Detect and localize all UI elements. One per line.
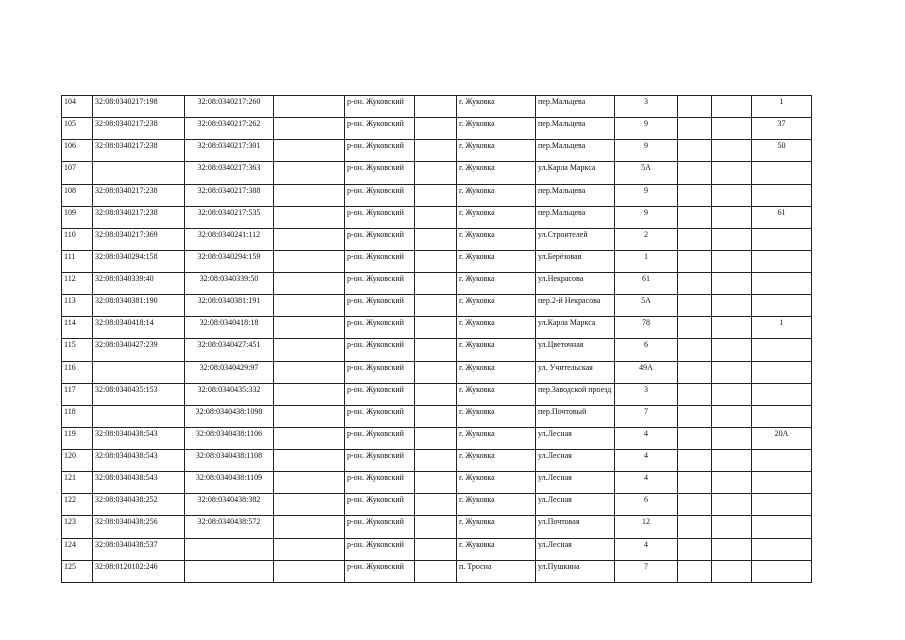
house-number-cell: 78 xyxy=(615,317,678,339)
apartment-number-cell xyxy=(752,361,812,383)
settlement-cell: г. Жуковка xyxy=(457,273,536,295)
blank-column-cell xyxy=(678,450,712,472)
parent-cadastral-number-cell: 32:08:0120102:246 xyxy=(93,560,185,582)
house-number-cell: 49А xyxy=(615,361,678,383)
cadastral-number-cell xyxy=(185,538,274,560)
district-cell: р-он. Жуковский xyxy=(345,317,415,339)
blank-column-cell xyxy=(415,538,457,560)
settlement-cell: г. Жуковка xyxy=(457,184,536,206)
blank-column-cell xyxy=(678,295,712,317)
apartment-number-cell: 20А xyxy=(752,427,812,449)
apartment-number-cell xyxy=(752,516,812,538)
settlement-cell: г. Жуковка xyxy=(457,250,536,272)
settlement-cell: г. Жуковка xyxy=(457,206,536,228)
parent-cadastral-number-cell: 32:08:0340217:369 xyxy=(93,228,185,250)
district-cell: р-он. Жуковский xyxy=(345,560,415,582)
blank-column-cell xyxy=(678,162,712,184)
row-number-cell: 110 xyxy=(62,228,93,250)
street-cell: пер.Мальцева xyxy=(536,206,615,228)
table-row xyxy=(62,383,812,405)
blank-column-cell xyxy=(678,494,712,516)
blank-column-cell xyxy=(274,450,345,472)
row-number-cell: 122 xyxy=(62,494,93,516)
blank-column-cell xyxy=(415,96,457,118)
street-cell: пер.2-й Некрасова xyxy=(536,295,615,317)
table-row xyxy=(62,494,812,516)
district-cell: р-он. Жуковский xyxy=(345,273,415,295)
blank-column-cell xyxy=(712,273,752,295)
cadastral-number-cell: 32:08:0340429:97 xyxy=(185,361,274,383)
row-number-cell: 120 xyxy=(62,450,93,472)
blank-column-cell xyxy=(274,295,345,317)
settlement-cell: г. Жуковка xyxy=(457,162,536,184)
blank-column-cell xyxy=(415,427,457,449)
blank-column-cell xyxy=(415,273,457,295)
cadastral-number-cell: 32:08:0340217:363 xyxy=(185,162,274,184)
row-number-cell: 117 xyxy=(62,383,93,405)
cadastral-number-cell: 32:08:0340339:50 xyxy=(185,273,274,295)
row-number-cell: 119 xyxy=(62,427,93,449)
apartment-number-cell xyxy=(752,184,812,206)
settlement-cell: г. Жуковка xyxy=(457,228,536,250)
house-number-cell: 9 xyxy=(615,140,678,162)
house-number-cell: 9 xyxy=(615,118,678,140)
row-number-cell: 109 xyxy=(62,206,93,228)
blank-column-cell xyxy=(712,494,752,516)
house-number-cell: 5А xyxy=(615,295,678,317)
blank-column-cell xyxy=(712,405,752,427)
street-cell: ул. Учительская xyxy=(536,361,615,383)
street-cell: ул.Лесная xyxy=(536,538,615,560)
blank-column-cell xyxy=(415,361,457,383)
blank-column-cell xyxy=(712,295,752,317)
row-number-cell: 124 xyxy=(62,538,93,560)
apartment-number-cell: 50 xyxy=(752,140,812,162)
street-cell: ул.Лесная xyxy=(536,472,615,494)
blank-column-cell xyxy=(274,118,345,140)
cadastral-number-cell: 32:08:0340217:535 xyxy=(185,206,274,228)
house-number-cell: 9 xyxy=(615,184,678,206)
blank-column-cell xyxy=(274,339,345,361)
street-cell: ул.Цветочная xyxy=(536,339,615,361)
table-row xyxy=(62,250,812,272)
district-cell: р-он. Жуковский xyxy=(345,494,415,516)
blank-column-cell xyxy=(274,184,345,206)
house-number-cell: 4 xyxy=(615,427,678,449)
apartment-number-cell xyxy=(752,560,812,582)
blank-column-cell xyxy=(274,206,345,228)
settlement-cell: г. Жуковка xyxy=(457,96,536,118)
blank-column-cell xyxy=(712,361,752,383)
table-row xyxy=(62,361,812,383)
apartment-number-cell xyxy=(752,228,812,250)
blank-column-cell xyxy=(415,317,457,339)
settlement-cell: г. Жуковка xyxy=(457,516,536,538)
apartment-number-cell xyxy=(752,162,812,184)
row-number-cell: 118 xyxy=(62,405,93,427)
district-cell: р-он. Жуковский xyxy=(345,383,415,405)
apartment-number-cell: 61 xyxy=(752,206,812,228)
table-row xyxy=(62,118,812,140)
table-row xyxy=(62,560,812,582)
district-cell: р-он. Жуковский xyxy=(345,162,415,184)
settlement-cell: г. Жуковка xyxy=(457,118,536,140)
blank-column-cell xyxy=(678,184,712,206)
blank-column-cell xyxy=(274,96,345,118)
cadastral-number-cell: 32:08:0340438:1109 xyxy=(185,472,274,494)
table-row xyxy=(62,184,812,206)
district-cell: р-он. Жуковский xyxy=(345,427,415,449)
parent-cadastral-number-cell xyxy=(93,162,185,184)
district-cell: р-он. Жуковский xyxy=(345,339,415,361)
blank-column-cell xyxy=(415,250,457,272)
blank-column-cell xyxy=(712,472,752,494)
street-cell: ул.Пушкина xyxy=(536,560,615,582)
district-cell: р-он. Жуковский xyxy=(345,405,415,427)
table-body xyxy=(62,96,812,583)
blank-column-cell xyxy=(274,494,345,516)
street-cell: пер.Мальцева xyxy=(536,184,615,206)
district-cell: р-он. Жуковский xyxy=(345,450,415,472)
street-cell: ул.Лесная xyxy=(536,494,615,516)
cadastral-number-cell: 32:08:0340438:572 xyxy=(185,516,274,538)
row-number-cell: 112 xyxy=(62,273,93,295)
parent-cadastral-number-cell: 32:08:0340381:190 xyxy=(93,295,185,317)
settlement-cell: г. Жуковка xyxy=(457,405,536,427)
parent-cadastral-number-cell: 32:08:0340427:239 xyxy=(93,339,185,361)
house-number-cell: 2 xyxy=(615,228,678,250)
house-number-cell: 4 xyxy=(615,450,678,472)
street-cell: ул.Карла Маркса xyxy=(536,162,615,184)
blank-column-cell xyxy=(678,140,712,162)
blank-column-cell xyxy=(678,427,712,449)
street-cell: ул.Строителей xyxy=(536,228,615,250)
apartment-number-cell xyxy=(752,538,812,560)
apartment-number-cell: 1 xyxy=(752,317,812,339)
district-cell: р-он. Жуковский xyxy=(345,516,415,538)
row-number-cell: 106 xyxy=(62,140,93,162)
district-cell: р-он. Жуковский xyxy=(345,206,415,228)
street-cell: пер.Заводской проезд xyxy=(536,383,615,405)
apartment-number-cell xyxy=(752,383,812,405)
blank-column-cell xyxy=(274,140,345,162)
blank-column-cell xyxy=(712,317,752,339)
row-number-cell: 121 xyxy=(62,472,93,494)
blank-column-cell xyxy=(678,118,712,140)
table-row xyxy=(62,317,812,339)
blank-column-cell xyxy=(415,162,457,184)
district-cell: р-он. Жуковский xyxy=(345,228,415,250)
blank-column-cell xyxy=(415,383,457,405)
house-number-cell: 6 xyxy=(615,339,678,361)
row-number-cell: 104 xyxy=(62,96,93,118)
parent-cadastral-number-cell: 32:08:0340438:543 xyxy=(93,450,185,472)
parent-cadastral-number-cell: 32:08:0340438:543 xyxy=(93,427,185,449)
row-number-cell: 108 xyxy=(62,184,93,206)
district-cell: р-он. Жуковский xyxy=(345,472,415,494)
blank-column-cell xyxy=(274,250,345,272)
cadastral-number-cell: 32:08:0340217:260 xyxy=(185,96,274,118)
table-row xyxy=(62,295,812,317)
blank-column-cell xyxy=(274,472,345,494)
row-number-cell: 115 xyxy=(62,339,93,361)
house-number-cell: 3 xyxy=(615,96,678,118)
blank-column-cell xyxy=(274,516,345,538)
settlement-cell: г. Жуковка xyxy=(457,339,536,361)
table-row xyxy=(62,140,812,162)
row-number-cell: 105 xyxy=(62,118,93,140)
cadastral-number-cell: 32:08:0340435:332 xyxy=(185,383,274,405)
settlement-cell: г. Жуковка xyxy=(457,538,536,560)
settlement-cell: г. Жуковка xyxy=(457,295,536,317)
blank-column-cell xyxy=(678,96,712,118)
blank-column-cell xyxy=(415,206,457,228)
cadastral-number-cell: 32:08:0340438:1108 xyxy=(185,450,274,472)
blank-column-cell xyxy=(678,405,712,427)
apartment-number-cell xyxy=(752,472,812,494)
parent-cadastral-number-cell: 32:08:0340217:198 xyxy=(93,96,185,118)
apartment-number-cell xyxy=(752,273,812,295)
blank-column-cell xyxy=(274,162,345,184)
blank-column-cell xyxy=(712,339,752,361)
house-number-cell: 1 xyxy=(615,250,678,272)
parent-cadastral-number-cell: 32:08:0340438:252 xyxy=(93,494,185,516)
house-number-cell: 3 xyxy=(615,383,678,405)
blank-column-cell xyxy=(712,383,752,405)
settlement-cell: г. Жуковка xyxy=(457,427,536,449)
blank-column-cell xyxy=(678,228,712,250)
blank-column-cell xyxy=(678,472,712,494)
table-row xyxy=(62,516,812,538)
blank-column-cell xyxy=(415,228,457,250)
district-cell: р-он. Жуковский xyxy=(345,361,415,383)
house-number-cell: 5А xyxy=(615,162,678,184)
blank-column-cell xyxy=(415,140,457,162)
table-row xyxy=(62,273,812,295)
parent-cadastral-number-cell: 32:08:0340435:153 xyxy=(93,383,185,405)
blank-column-cell xyxy=(712,162,752,184)
street-cell: пер.Мальцева xyxy=(536,96,615,118)
blank-column-cell xyxy=(712,228,752,250)
table-row xyxy=(62,96,812,118)
cadastral-number-cell xyxy=(185,560,274,582)
parent-cadastral-number-cell: 32:08:0340418:14 xyxy=(93,317,185,339)
house-number-cell: 9 xyxy=(615,206,678,228)
street-cell: ул.Почтовая xyxy=(536,516,615,538)
blank-column-cell xyxy=(712,538,752,560)
house-number-cell: 12 xyxy=(615,516,678,538)
cadastral-number-cell: 32:08:0340427:451 xyxy=(185,339,274,361)
row-number-cell: 116 xyxy=(62,361,93,383)
parent-cadastral-number-cell: 32:08:0340438:543 xyxy=(93,472,185,494)
settlement-cell: г. Жуковка xyxy=(457,140,536,162)
blank-column-cell xyxy=(415,450,457,472)
blank-column-cell xyxy=(712,560,752,582)
parent-cadastral-number-cell: 32:08:0340438:537 xyxy=(93,538,185,560)
blank-column-cell xyxy=(274,538,345,560)
blank-column-cell xyxy=(415,516,457,538)
house-number-cell: 4 xyxy=(615,472,678,494)
street-cell: ул.Берёзовая xyxy=(536,250,615,272)
cadastral-number-cell: 32:08:0340438:382 xyxy=(185,494,274,516)
blank-column-cell xyxy=(274,383,345,405)
cadastral-number-cell: 32:08:0340241:112 xyxy=(185,228,274,250)
blank-column-cell xyxy=(678,317,712,339)
street-cell: ул.Лесная xyxy=(536,450,615,472)
cadastral-number-cell: 32:08:0340217:301 xyxy=(185,140,274,162)
house-number-cell: 61 xyxy=(615,273,678,295)
blank-column-cell xyxy=(678,250,712,272)
street-cell: пер.Мальцева xyxy=(536,118,615,140)
blank-column-cell xyxy=(415,295,457,317)
settlement-cell: г. Жуковка xyxy=(457,494,536,516)
blank-column-cell xyxy=(415,184,457,206)
table-row xyxy=(62,228,812,250)
blank-column-cell xyxy=(678,339,712,361)
district-cell: р-он. Жуковский xyxy=(345,295,415,317)
row-number-cell: 111 xyxy=(62,250,93,272)
blank-column-cell xyxy=(415,339,457,361)
street-cell: ул.Карла Маркса xyxy=(536,317,615,339)
district-cell: р-он. Жуковский xyxy=(345,538,415,560)
blank-column-cell xyxy=(678,516,712,538)
table-row xyxy=(62,162,812,184)
district-cell: р-он. Жуковский xyxy=(345,96,415,118)
house-number-cell: 6 xyxy=(615,494,678,516)
settlement-cell: г. Жуковка xyxy=(457,450,536,472)
row-number-cell: 114 xyxy=(62,317,93,339)
parent-cadastral-number-cell: 32:08:0340294:158 xyxy=(93,250,185,272)
blank-column-cell xyxy=(415,118,457,140)
street-cell: пер.Почтовый xyxy=(536,405,615,427)
blank-column-cell xyxy=(274,317,345,339)
register-table xyxy=(61,95,812,583)
apartment-number-cell xyxy=(752,405,812,427)
blank-column-cell xyxy=(274,560,345,582)
blank-column-cell xyxy=(415,472,457,494)
district-cell: р-он. Жуковский xyxy=(345,118,415,140)
blank-column-cell xyxy=(415,560,457,582)
row-number-cell: 107 xyxy=(62,162,93,184)
house-number-cell: 7 xyxy=(615,560,678,582)
settlement-cell: г. Жуковка xyxy=(457,383,536,405)
blank-column-cell xyxy=(678,560,712,582)
cadastral-number-cell: 32:08:0340438:1106 xyxy=(185,427,274,449)
row-number-cell: 125 xyxy=(62,560,93,582)
blank-column-cell xyxy=(712,516,752,538)
apartment-number-cell xyxy=(752,450,812,472)
parent-cadastral-number-cell: 32:08:0340339:40 xyxy=(93,273,185,295)
blank-column-cell xyxy=(274,273,345,295)
blank-column-cell xyxy=(712,427,752,449)
cadastral-number-cell: 32:08:0340294:159 xyxy=(185,250,274,272)
blank-column-cell xyxy=(678,273,712,295)
parent-cadastral-number-cell: 32:08:0340217:238 xyxy=(93,118,185,140)
blank-column-cell xyxy=(712,250,752,272)
parent-cadastral-number-cell: 32:08:0340217:238 xyxy=(93,140,185,162)
blank-column-cell xyxy=(678,538,712,560)
parent-cadastral-number-cell: 32:08:0340217:238 xyxy=(93,206,185,228)
blank-column-cell xyxy=(712,96,752,118)
apartment-number-cell xyxy=(752,339,812,361)
blank-column-cell xyxy=(274,427,345,449)
table-row xyxy=(62,405,812,427)
apartment-number-cell xyxy=(752,250,812,272)
blank-column-cell xyxy=(678,361,712,383)
parent-cadastral-number-cell: 32:08:0340217:238 xyxy=(93,184,185,206)
parent-cadastral-number-cell xyxy=(93,405,185,427)
cadastral-number-cell: 32:08:0340418:18 xyxy=(185,317,274,339)
row-number-cell: 113 xyxy=(62,295,93,317)
house-number-cell: 7 xyxy=(615,405,678,427)
district-cell: р-он. Жуковский xyxy=(345,140,415,162)
blank-column-cell xyxy=(712,140,752,162)
cadastral-number-cell: 32:08:0340381:191 xyxy=(185,295,274,317)
table-row xyxy=(62,450,812,472)
table-row xyxy=(62,339,812,361)
cadastral-number-cell: 32:08:0340438:1098 xyxy=(185,405,274,427)
table-row xyxy=(62,538,812,560)
apartment-number-cell xyxy=(752,295,812,317)
house-number-cell: 4 xyxy=(615,538,678,560)
settlement-cell: г. Жуковка xyxy=(457,361,536,383)
street-cell: ул.Некрасова xyxy=(536,273,615,295)
blank-column-cell xyxy=(678,383,712,405)
blank-column-cell xyxy=(415,494,457,516)
blank-column-cell xyxy=(712,206,752,228)
apartment-number-cell: 1 xyxy=(752,96,812,118)
parent-cadastral-number-cell: 32:08:0340438:256 xyxy=(93,516,185,538)
district-cell: р-он. Жуковский xyxy=(345,184,415,206)
settlement-cell: п. Тросна xyxy=(457,560,536,582)
apartment-number-cell xyxy=(752,494,812,516)
settlement-cell: г. Жуковка xyxy=(457,472,536,494)
cadastral-number-cell: 32:08:0340217:388 xyxy=(185,184,274,206)
cadastral-number-cell: 32:08:0340217:262 xyxy=(185,118,274,140)
blank-column-cell xyxy=(712,118,752,140)
blank-column-cell xyxy=(712,184,752,206)
table-row xyxy=(62,427,812,449)
blank-column-cell xyxy=(415,405,457,427)
blank-column-cell xyxy=(712,450,752,472)
blank-column-cell xyxy=(274,361,345,383)
blank-column-cell xyxy=(274,228,345,250)
apartment-number-cell: 37 xyxy=(752,118,812,140)
blank-column-cell xyxy=(274,405,345,427)
row-number-cell: 123 xyxy=(62,516,93,538)
street-cell: ул.Лесная xyxy=(536,427,615,449)
district-cell: р-он. Жуковский xyxy=(345,250,415,272)
blank-column-cell xyxy=(678,206,712,228)
table-row xyxy=(62,472,812,494)
table-row xyxy=(62,206,812,228)
parent-cadastral-number-cell xyxy=(93,361,185,383)
street-cell: пер.Мальцева xyxy=(536,140,615,162)
settlement-cell: г. Жуковка xyxy=(457,317,536,339)
